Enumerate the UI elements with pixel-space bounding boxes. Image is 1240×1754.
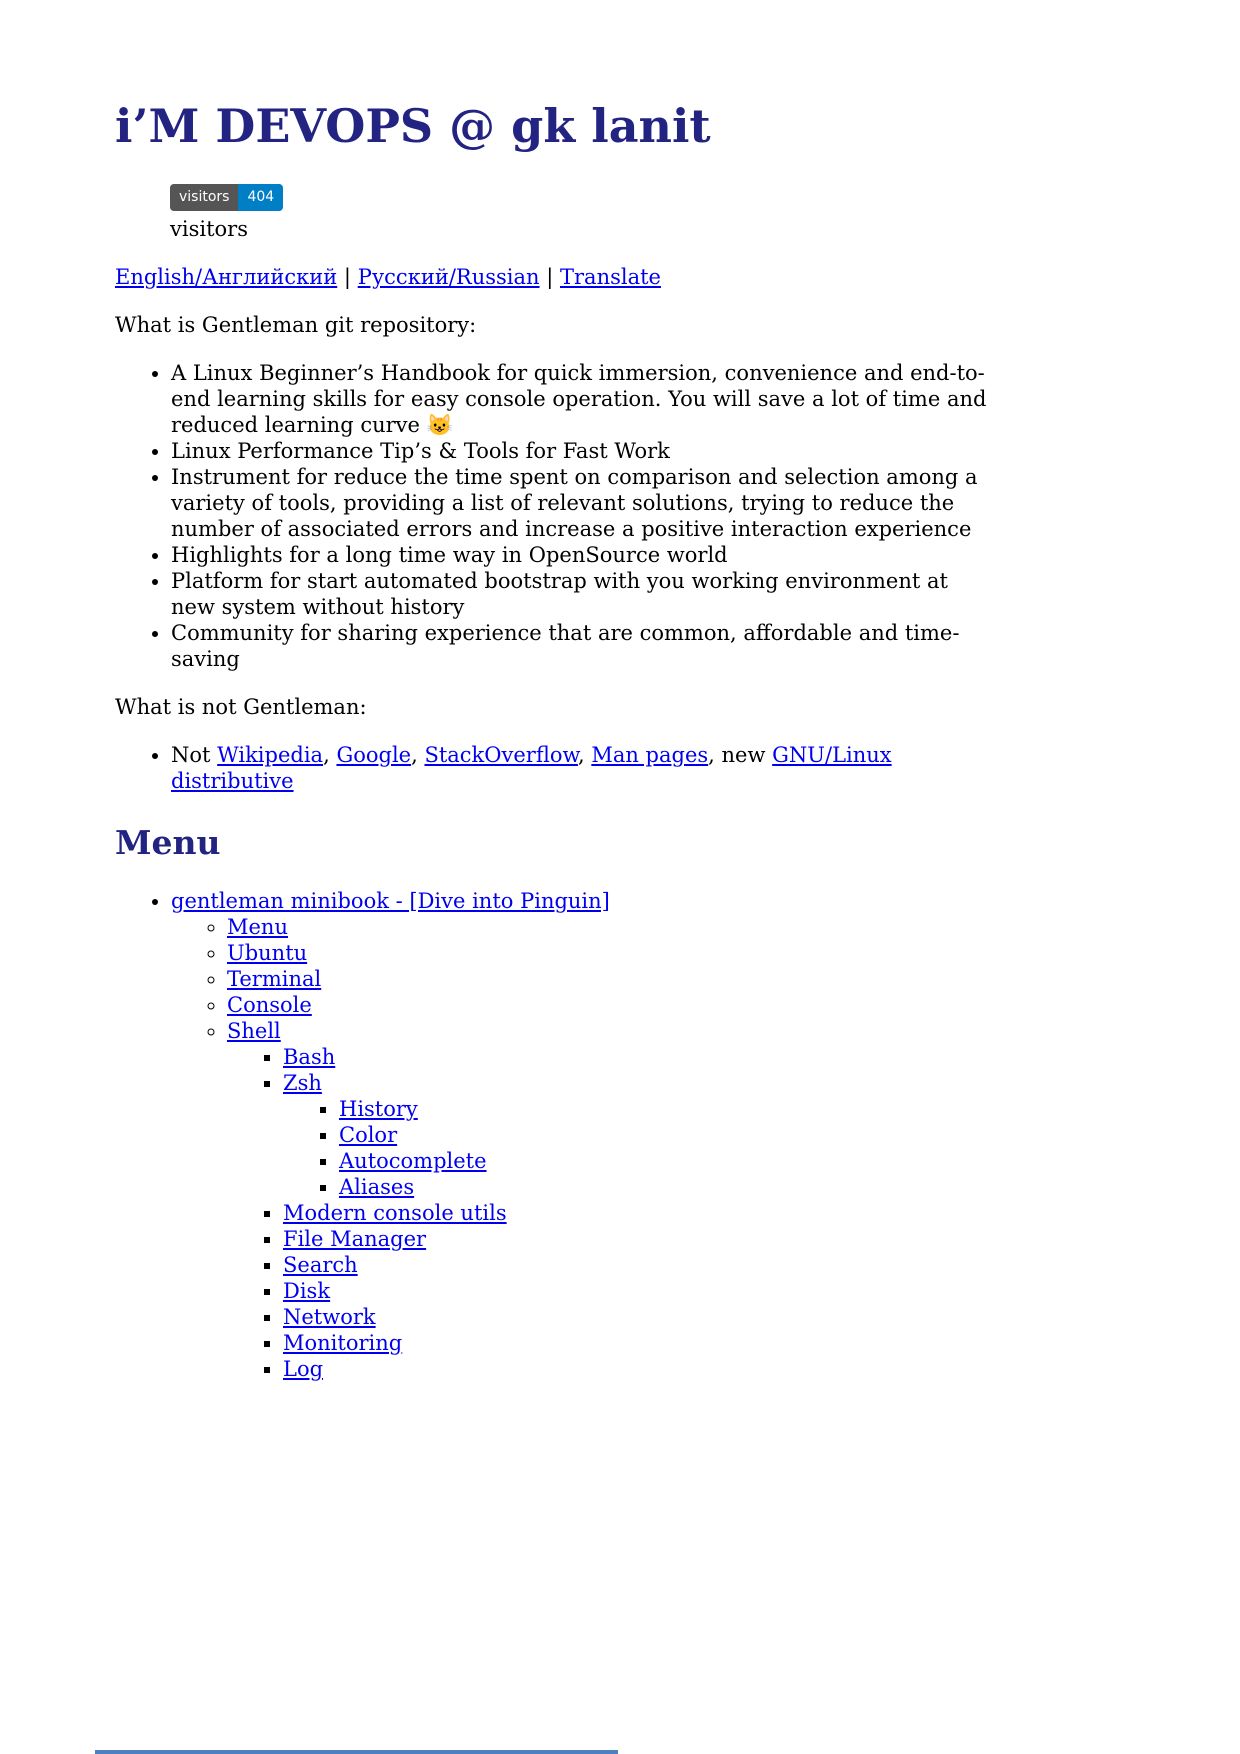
menu-link[interactable]: Disk <box>283 1279 331 1303</box>
menu-list-level-0 <box>115 888 990 1382</box>
inline-link[interactable]: Google <box>336 743 412 767</box>
what-is-heading: What is Gentleman git repository: <box>115 313 477 337</box>
inline-text: , <box>577 743 592 767</box>
menu-link[interactable]: Log <box>283 1357 324 1381</box>
menu-link[interactable]: Monitoring <box>283 1331 403 1355</box>
menu-item <box>227 966 990 992</box>
visitors-badge-block <box>170 181 990 242</box>
visitors-badge[interactable] <box>170 184 283 211</box>
feature-item: • A Linux Beginner’s Handbook for quick immersion, convenience and end-to-end learning skills for easy console operation. You will save a lot of time and reduced learning curve 😺 <box>171 360 990 438</box>
menu-link[interactable]: gentleman minibook - [Dive into Pinguin] <box>171 889 610 913</box>
visitors-badge-count: 404 <box>238 184 283 211</box>
menu-link[interactable]: Search <box>283 1253 358 1277</box>
menu-item <box>283 1278 990 1304</box>
feature-item: • Community for sharing experience that are common, affordable and time-saving <box>171 620 990 672</box>
link-russian[interactable]: Русский/Russian <box>357 265 540 289</box>
inline-link[interactable]: Wikipedia <box>217 743 324 767</box>
menu-item <box>283 1226 990 1252</box>
menu-item <box>227 914 990 940</box>
menu-link[interactable]: Bash <box>283 1045 336 1069</box>
menu-link[interactable]: Console <box>227 993 312 1017</box>
menu-item <box>283 1356 990 1382</box>
language-links <box>115 264 990 290</box>
menu-link[interactable]: Aliases <box>339 1175 415 1199</box>
menu-link[interactable]: Menu <box>227 915 288 939</box>
menu-link[interactable]: History <box>339 1097 418 1121</box>
menu-item <box>339 1096 990 1122</box>
menu-item <box>283 1070 990 1200</box>
feature-item: • Platform for start automated bootstrap with you working environment at new system without history <box>171 568 990 620</box>
menu-heading: Menu <box>115 823 221 862</box>
menu-item <box>171 888 990 1382</box>
menu-item <box>283 1304 990 1330</box>
menu-link[interactable]: Autocomplete <box>339 1149 487 1173</box>
inline-text: Not <box>171 743 218 767</box>
menu-list-level-1 <box>171 914 990 1382</box>
feature-item: • Highlights for a long time way in OpenSource world <box>171 542 990 568</box>
menu-item <box>283 1200 990 1226</box>
menu-link[interactable]: Modern console utils <box>283 1201 507 1225</box>
feature-item: • Linux Performance Tip’s & Tools for Fast Work <box>171 438 990 464</box>
menu-list-level-3 <box>283 1096 990 1200</box>
link-separator: | <box>343 265 351 289</box>
clipped-element-top-edge <box>95 1750 618 1754</box>
menu-link[interactable]: Zsh <box>283 1071 322 1095</box>
menu-link[interactable]: Color <box>339 1123 398 1147</box>
inline-link[interactable]: Man pages <box>591 743 709 767</box>
feature-item: • Instrument for reduce the time spent on comparison and selection among a variety of tools, providing a list of relevant solutions, trying to reduce the number of associated errors and increase a positive interaction experience <box>171 464 990 542</box>
menu-item <box>339 1122 990 1148</box>
menu-link[interactable]: Shell <box>227 1019 281 1043</box>
menu-list-level-2 <box>227 1044 990 1382</box>
page-title: i’M DEVOPS @ gk lanit <box>115 99 711 153</box>
visitors-badge-label: visitors <box>170 184 238 211</box>
link-separator: | <box>546 265 554 289</box>
menu-link[interactable]: Terminal <box>227 967 322 991</box>
menu-tree <box>115 888 990 1382</box>
menu-link[interactable]: File Manager <box>283 1227 427 1251</box>
not-gentleman-item <box>171 742 990 794</box>
inline-link[interactable]: StackOverflow <box>424 743 578 767</box>
not-gentleman-list <box>115 742 990 794</box>
menu-item <box>339 1174 990 1200</box>
menu-item <box>227 940 990 966</box>
inline-text: , <box>411 743 425 767</box>
what-is-not-heading: What is not Gentleman: <box>115 695 367 719</box>
menu-item <box>283 1252 990 1278</box>
link-translate[interactable]: Translate <box>560 265 661 289</box>
features-list <box>115 360 990 672</box>
visitors-badge-caption: visitors <box>170 217 248 241</box>
menu-item <box>227 1018 990 1382</box>
menu-item <box>283 1330 990 1356</box>
menu-link[interactable]: Network <box>283 1305 376 1329</box>
link-english[interactable]: English/Английский <box>115 265 338 289</box>
menu-item <box>339 1148 990 1174</box>
menu-item <box>227 992 990 1018</box>
menu-item <box>283 1044 990 1070</box>
inline-text: , new <box>708 743 773 767</box>
inline-link[interactable]: GNU/Linux distributive <box>171 743 892 793</box>
menu-link[interactable]: Ubuntu <box>227 941 308 965</box>
inline-text: , <box>323 743 337 767</box>
